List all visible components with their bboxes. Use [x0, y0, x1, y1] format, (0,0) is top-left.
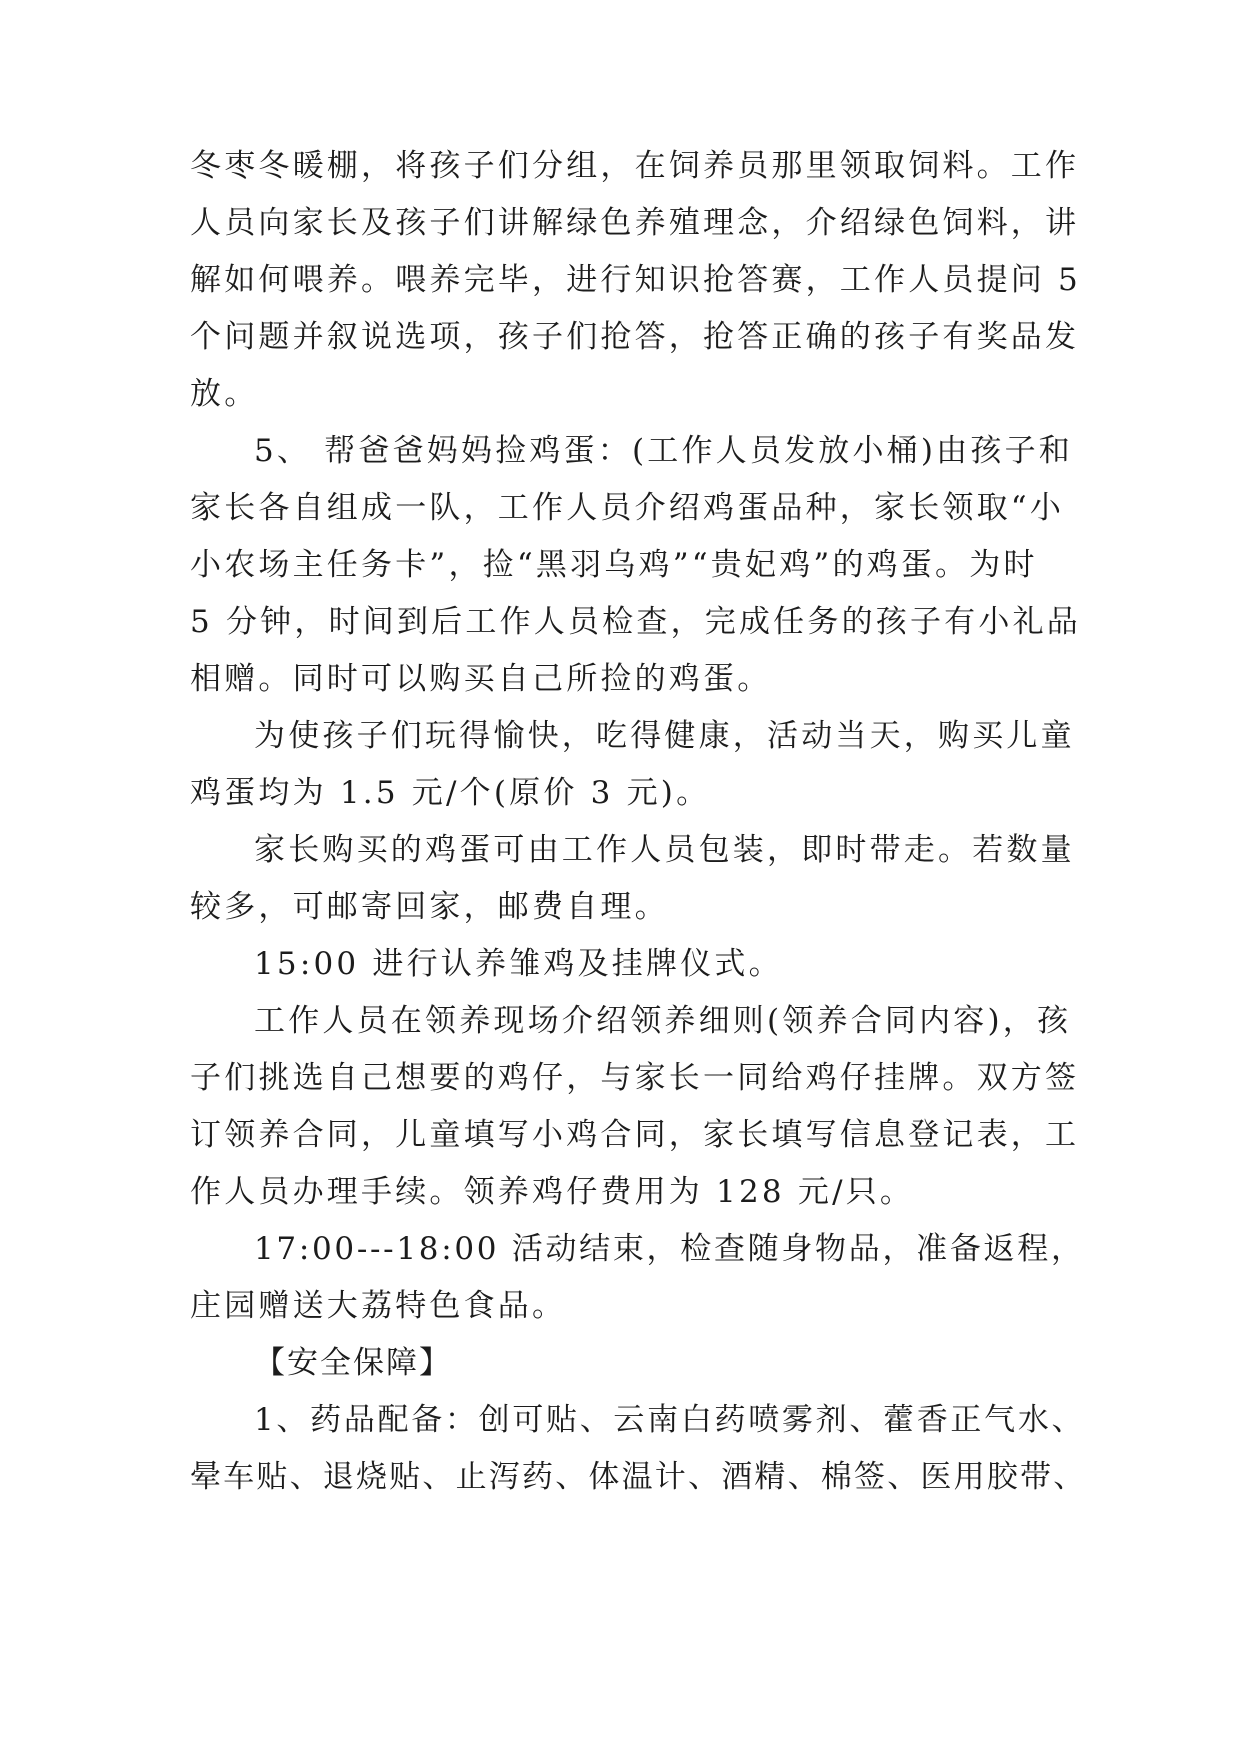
paragraph-line: 作人员办理手续。领养鸡仔费用为 128 元/只。 [190, 1174, 915, 1210]
paragraph-line: 工作人员在领养现场介绍领养细则(领养合同内容)，孩 [254, 1003, 1072, 1039]
paragraph-line: 冬枣冬暖棚，将孩子们分组，在饲养员那里领取饲料。工作 [190, 148, 1080, 184]
paragraph-line: 小农场主任务卡”，捡“黑羽乌鸡”“贵妃鸡”的鸡蛋。为时 [190, 547, 1038, 583]
paragraph-line: 解如何喂养。喂养完毕，进行知识抢答赛，工作人员提问 5 [190, 262, 1081, 298]
paragraph-line: 庄园赠送大荔特色食品。 [190, 1288, 567, 1324]
paragraph-line: 放。 [190, 376, 259, 412]
paragraph-line: 人员向家长及孩子们讲解绿色养殖理念，介绍绿色饲料，讲 [190, 205, 1080, 241]
paragraph-line: 相赠。同时可以购买自己所捡的鸡蛋。 [190, 661, 772, 697]
paragraph-line: 家长各自组成一队，工作人员介绍鸡蛋品种，家长领取“小 [190, 490, 1065, 526]
section-heading: 【安全保障】 [254, 1345, 452, 1381]
paragraph-line: 较多，可邮寄回家，邮费自理。 [190, 889, 669, 925]
paragraph-line: 15:00 进行认养雏鸡及挂牌仪式。 [254, 946, 783, 982]
paragraph-line: 1、药品配备：创可贴、云南白药喷雾剂、藿香正气水、 [254, 1402, 1086, 1438]
paragraph-line: 个问题并叙说选项，孩子们抢答，抢答正确的孩子有奖品发 [190, 319, 1080, 355]
paragraph-line: 5 分钟，时间到后工作人员检查，完成任务的孩子有小礼品 [190, 604, 1081, 640]
paragraph-line: 鸡蛋均为 1.5 元/个(原价 3 元)。 [190, 775, 711, 811]
paragraph-line: 家长购买的鸡蛋可由工作人员包装，即时带走。若数量 [254, 832, 1075, 868]
paragraph-line: 子们挑选自己想要的鸡仔，与家长一同给鸡仔挂牌。双方签 [190, 1060, 1080, 1096]
paragraph-line: 5、 帮爸爸妈妈捡鸡蛋：(工作人员发放小桶)由孩子和 [254, 433, 1073, 469]
paragraph-line: 订领养合同，儿童填写小鸡合同，家长填写信息登记表，工 [190, 1117, 1080, 1153]
paragraph-line: 为使孩子们玩得愉快，吃得健康，活动当天，购买儿童 [254, 718, 1075, 754]
paragraph-line: 晕车贴、退烧贴、止泻药、体温计、酒精、棉签、医用胶带、 [190, 1459, 1087, 1495]
paragraph-line: 17:00---18:00 活动结束，检查随身物品，准备返程， [254, 1231, 1085, 1267]
